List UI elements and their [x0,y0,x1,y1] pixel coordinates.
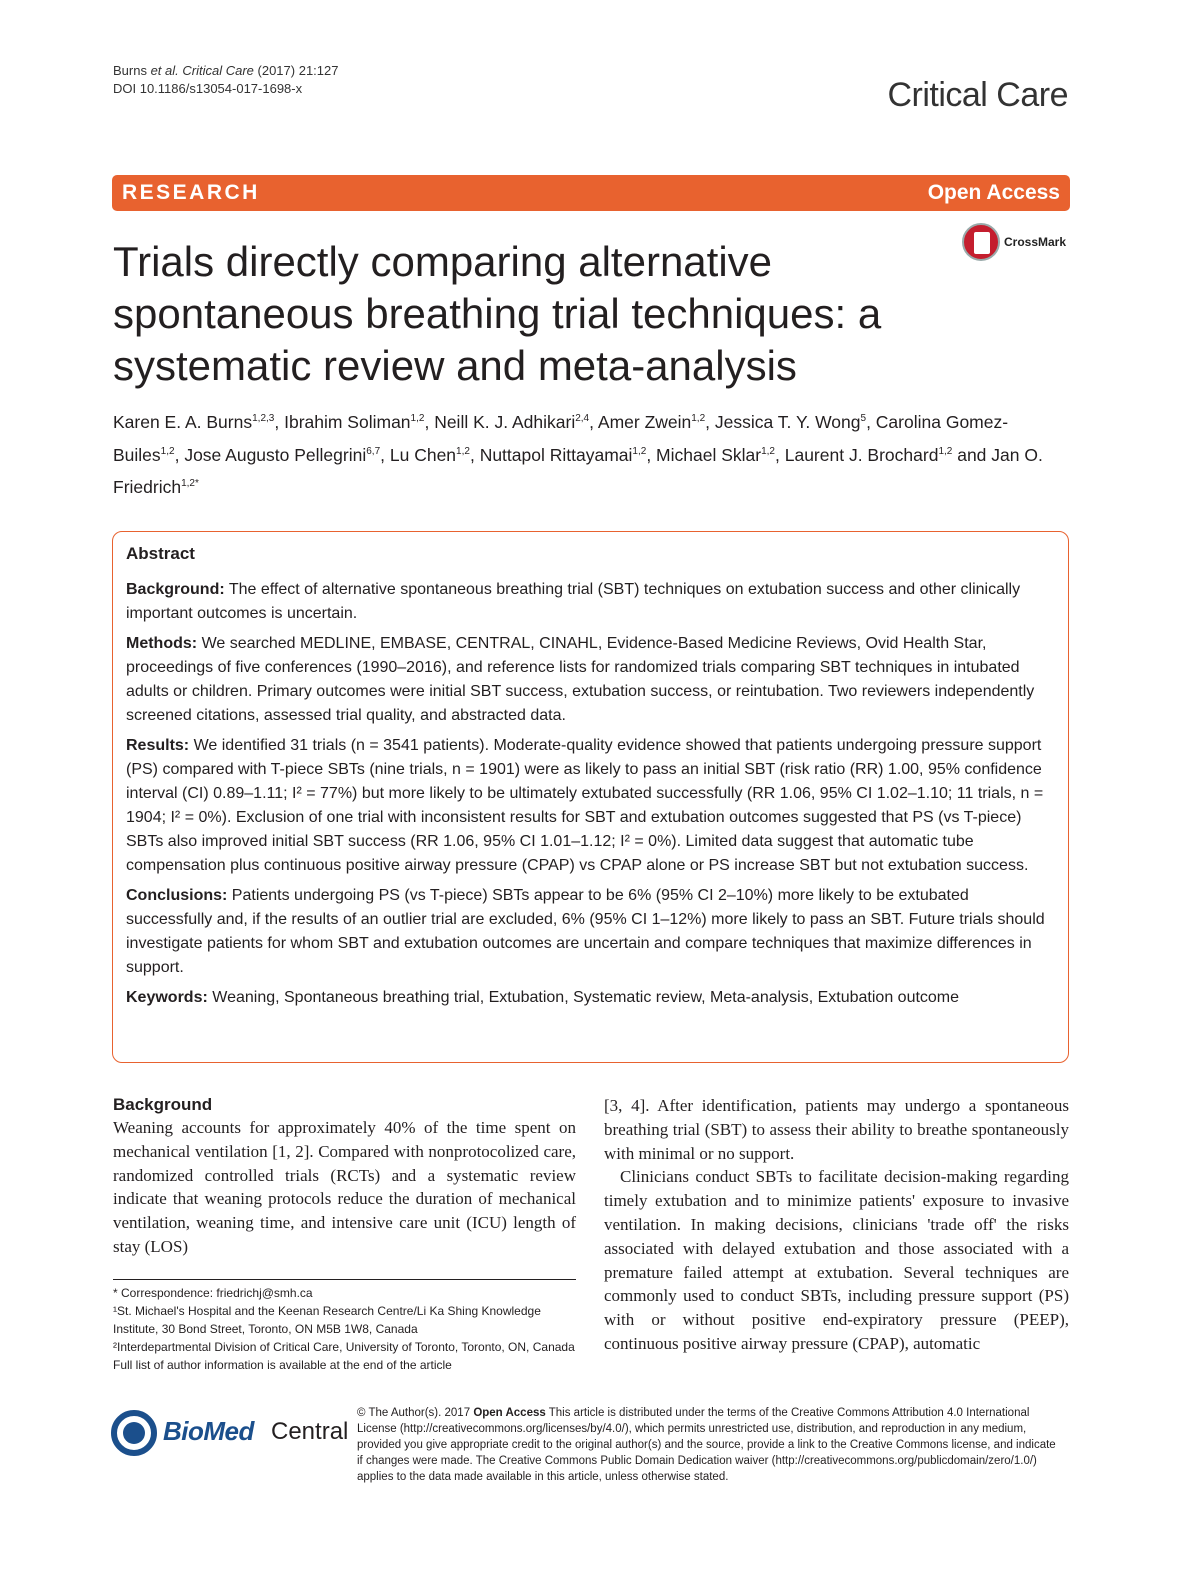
author-name[interactable]: Nuttapol Rittayamai$^{1,2}$ [479,444,647,465]
body-paragraph: [3, 4]. After identification, patients may undergo a spontaneous breathing trial (SBT) to assess their ability to breathe spontaneously with minimal or no support. [604,1096,1069,1163]
author-name[interactable]: Ibrahim Soliman$^{1,2}$ [284,411,425,432]
author-name[interactable]: Lu Chen$^{1,2}$ [389,444,470,465]
author-affiliation: 1,2 [632,445,647,457]
author-affiliation: 2,4 [575,413,590,424]
abstract-heading: Abstract [126,544,195,563]
body-paragraph: Weaning accounts for approximately 40% of the time spent on mechanical ventilation [1, 2]. Compared with nonprotocolized care, randomized controlled trials (RCTs) and a systematic review indicate that weaning protocols reduce the duration of mechanical ventilation, weaning time, and intensive care unit (ICU) length of stay (LOS) [113,1118,576,1256]
abstract-box [112,531,1069,1063]
biomed-central-logo [111,1410,351,1460]
full-list-note: Full list of author information is available at the end of the article [113,1358,452,1372]
author-affiliation: 1,2 [160,445,175,457]
abstract-methods: Methods: We searched MEDLINE, EMBASE, CENTRAL, CINAHL, Evidence-Based Medicine Reviews, Ovid Health Star, proceedings of five conferences (1990–2016), and reference lists for randomized trials comparing SBT techniques in intubated adults or children. Primary outcomes were initial SBT success, extubation success, or reintubation. Two reviewers independently screened citations, assessed trial quality, and abstracted data. [126,635,1035,724]
body-column-left [113,1094,576,1259]
logo-biomed: BioMed [163,1416,254,1446]
author-affiliation: 1,2 [691,413,706,424]
author-name[interactable]: Jan O. Friedrich$^{1,2*}$ [113,444,1043,498]
crossmark-icon [962,223,1000,261]
footnote-divider [113,1279,576,1280]
author-name[interactable]: Amer Zwein$^{1,2}$ [597,411,706,432]
section-label: RESEARCH [122,181,260,204]
crossmark-badge[interactable] [962,223,1102,263]
author-name[interactable]: Michael Sklar$^{1,2}$ [656,444,775,465]
author-affiliation: 1,2 [761,445,775,457]
author-name[interactable]: Jessica T. Y. Wong$^5$ [714,411,867,432]
citation-block [113,62,338,98]
journal-name: Critical Care [887,76,1068,114]
author-affiliation: 5 [860,413,867,424]
author-affiliation: 1,2 [938,445,953,457]
correspondence-note[interactable]: * Correspondence: friedrichj@smh.ca [113,1286,313,1300]
author-affiliation: 1,2 [456,445,470,457]
article-title: Trials directly comparing alternative spontaneous breathing trial techniques: a systematic review and meta-analysis [113,238,882,389]
open-access-label: Open Access [927,181,1060,204]
abstract-conclusions: Conclusions: Patients undergoing PS (vs T-piece) SBTs appear to be 6% (95% CI 2–10%) more likely to be extubated successfully and, if the results of an outlier trial are excluded, 6% (95% CI 1–12%) more likely to pass an SBT. Future trials should investigate patients for whom SBT and extubation outcomes are uncertain and compare techniques that maximize differences in support. [126,887,1045,976]
footnotes [113,1284,576,1374]
author-name[interactable]: Carolina Gomez-Builes$^{1,2}$ [113,411,1009,465]
logo-central: Central [271,1418,349,1445]
author-name[interactable]: Neill K. J. Adhikari$^{2,4}$ [434,411,590,432]
section-bar [112,175,1070,211]
author-name[interactable]: Jose Augusto Pellegrini$^{6,7}$ [184,444,381,465]
body-column-right [604,1094,1069,1356]
doi[interactable]: DOI 10.1186/s13054-017-1698-x [113,81,303,96]
author-list: Karen E. A. Burns$^{1,2,3}$, Ibrahim Soliman$^{1,2}$, Neill K. J. Adhikari$^{2,4}$, Amer Zwein$^{1,2}$, Jessica T. Y. Wong$^5$, Carolina Gomez-Builes$^{1,2}$, Jose Augusto Pellegrini$^{6,7}$, Lu Chen$^{1,2}$, Nuttapol Rittayamai$^{1,2}$, Michael Sklar$^{1,2}$, Laurent J. Brochard$^{1,2}$ and Jan O. Friedrich$^{1,2*}$ [113,411,1043,498]
citation-line: Burns et al. Critical Care (2017) 21:127 [113,63,339,78]
affiliation-1: ¹St. Michael's Hospital and the Keenan Research Centre/Li Ka Shing Knowledge Institute, 30 Bond Street, Toronto, ON M5B 1W8, Canada [113,1304,541,1336]
affiliation-2: ²Interdepartmental Division of Critical Care, University of Toronto, Toronto, ON, Canada [113,1340,575,1354]
body-paragraph: Clinicians conduct SBTs to facilitate decision-making regarding timely extubation and to minimize patients' exposure to invasive ventilation. In making decisions, clinicians 'trade off' the risks associated with delayed extubation and those associated with a premature failed attempt at extubation. Several techniques are commonly used to conduct SBTs, including pressure support (PS) with or without positive end-expiratory pressure (PEEP), continuous positive airway pressure (CPAP), automatic [604,1167,1069,1353]
author-affiliation: 1,2 [410,413,425,424]
license-text: © The Author(s). 2017 Open Access This article is distributed under the terms of the Creative Commons Attribution 4.0 International License (http://creativecommons.org/licenses/by/4.0/), which permits unrestricted use, distribution, and reproduction in any medium, provided you give appropriate credit to the original author(s) and the source, provide a link to the Creative Commons license, and indicate if changes were made. The Creative Commons Public Domain Dedication waiver (http://creativecommons.org/publicdomain/zero/1.0/) applies to the data made available in this article, unless otherwise stated. [357,1407,1056,1483]
author-affiliation: 1,2,3 [252,413,275,424]
abstract-keywords: Keywords: Weaning, Spontaneous breathing trial, Extubation, Systematic review, Meta-analysis, Extubation outcome [126,989,960,1006]
abstract-background: Background: The effect of alternative spontaneous breathing trial (SBT) techniques on extubation success and other clinically important outcomes is uncertain. [126,581,1021,622]
author-affiliation: 1,2* [181,478,199,490]
abstract-results: Results: We identified 31 trials (n = 3541 patients). Moderate-quality evidence showed that patients undergoing pressure support (PS) compared with T-piece SBTs (nine trials, n = 1901) were as likely to pass an initial SBT (risk ratio (RR) 1.00, 95% confidence interval (CI) 0.89–1.11; I² = 77%) but more likely to be ultimately extubated successfully (RR 1.06, 95% CI 1.02–1.10; 11 trials, n = 1904; I² = 0%). Exclusion of one trial with inconsistent results for SBT and extubation outcomes suggested that PS (vs T-piece) SBTs also improved initial SBT success (RR 1.06, 95% CI 1.01–1.12; I² = 0%). Limited data suggest that automatic tube compensation plus continuous positive airway pressure (CPAP) vs CPAP alone or PS increase SBT but not extubation success. [126,737,1044,874]
author-name[interactable]: Karen E. A. Burns$^{1,2,3}$ [113,411,275,432]
crossmark-label: CrossMark [1004,235,1067,249]
author-name[interactable]: Laurent J. Brochard$^{1,2}$ [784,444,953,465]
author-affiliation: 6,7 [366,445,381,457]
section-heading-background: Background [113,1095,213,1114]
